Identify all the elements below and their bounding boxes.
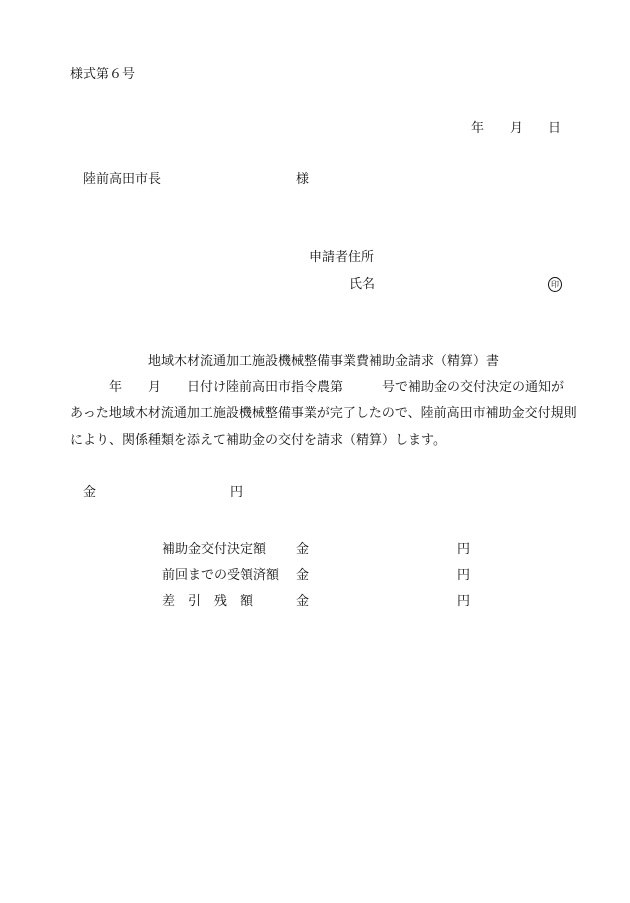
addressee-honorific: 様 [296,172,310,187]
seal-mark: 印 [548,277,562,292]
breakdown-label: 前回までの受領済額 [162,568,280,583]
breakdown-unit: 円 [457,542,471,557]
breakdown-prefix: 金 [296,594,310,609]
date-month: 月 [510,121,524,136]
breakdown-row [0,590,630,609]
applicant-name-label: 氏名 [349,277,376,292]
body-line: により、関係種類を添えて補助金の交付を請求（精算）します。 [70,433,446,448]
body-line: あった地域木材流通加工施設機械整備事業が完了したので、陸前高田市補助金交付規則 [70,406,577,421]
breakdown-row [0,564,630,583]
date-year: 年 [471,121,485,136]
document-title: 地域木材流通加工施設機械整備事業費補助金請求（精算）書 [148,354,500,369]
date-day: 日 [548,121,562,136]
breakdown-label: 補助金交付決定額 [162,542,267,557]
amount-unit: 円 [230,485,244,500]
body-line: 年 月 日付け陸前高田市指令農第 号で補助金の交付決定の通知が [109,380,565,395]
breakdown-prefix: 金 [296,542,310,557]
applicant-address-label: 申請者住所 [309,250,375,265]
form-number: 様式第６号 [70,67,136,82]
breakdown-row [0,538,630,557]
breakdown-prefix: 金 [296,568,310,583]
breakdown-unit: 円 [457,594,471,609]
breakdown-label: 差 引 残 額 [162,594,254,609]
amount-label: 金 [83,485,97,500]
breakdown-unit: 円 [457,568,471,583]
addressee-name: 陸前高田市長 [83,172,162,187]
